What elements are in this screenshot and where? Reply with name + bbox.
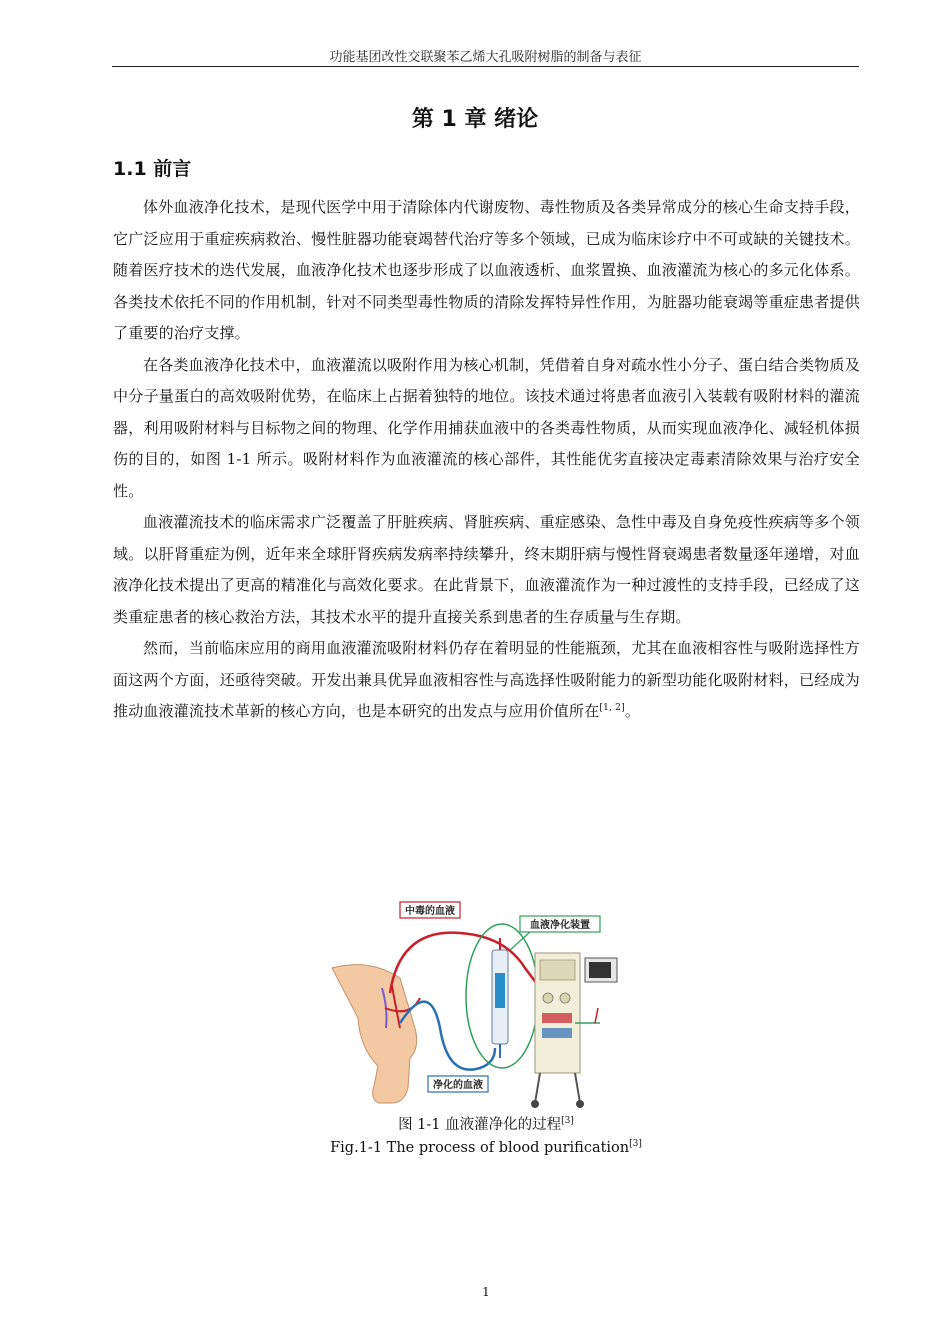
section-title: 1.1 前言 (113, 158, 192, 180)
red-tube (390, 933, 540, 993)
paragraph-2: 在各类血液净化技术中，血液灌流以吸附作用为核心机制，凭借着自身对疏水性小分子、蛋白结合类物质及中分子量蛋白的高效吸附优势，在临床上占据着独特的地位。该技术通过将患者血液引入装载有吸附材料的灌流器，利用吸附材料与目标物之间的物理、化学作用捕获血液中的各类毒性物质，从而实现血液净化、减轻机体损伤的目的，如图 1-1 所示。吸附材料作为血液灌流的核心部件，其性能优劣直接决定毒素清除效果与治疗安全性。 (113, 355, 860, 500)
paragraph-3: 血液灌流技术的临床需求广泛覆盖了肝脏疾病、肾脏疾病、重症感染、急性中毒及自身免疫性疾病等多个领域。以肝肾重症为例，近年来全球肝肾疾病发病率持续攀升，终末期肝病与慢性肾衰竭患者数量逐年递增，对血液净化技术提出了更高的精准化与高效化要求。在此背景下，血液灌流作为一种过渡性的支持手段，已经成了这类重症患者的核心救治方法，其技术水平的提升直接关系到患者的生存质量与生存期。 (113, 513, 860, 626)
paragraph-4-text: 然而，当前临床应用的商用血液灌流吸附材料仍存在着明显的性能瓶颈，尤其在血液相容性与吸附选择性方面这两个方面，还亟待突破。开发出兼具优异血液相容性与高选择性吸附能力的新型功能化吸附材料，已经成为推动血液灌流技术革新的核心方向，也是本研究的出发点与应用价值所在 (113, 639, 860, 720)
body-text (113, 192, 860, 728)
paragraph-4 (113, 633, 860, 728)
figure-caption-cn-citation: [3] (561, 1116, 574, 1127)
figure-caption-cn-text: 图 1-1 血液灌净化的过程 (398, 1117, 562, 1133)
figure-illustration (330, 898, 620, 1110)
figure-caption-en-citation: [3] (629, 1139, 642, 1149)
page-number: 1 (482, 1285, 490, 1299)
chapter-title: 第 1 章 绪论 (411, 107, 539, 132)
running-header: 功能基团改性交联聚苯乙烯大孔吸附树脂的制备与表征 (329, 50, 642, 65)
arm-illustration (332, 965, 417, 1103)
header-rule (112, 66, 859, 67)
figure-caption-en-text: Fig.1-1 The process of blood purification (330, 1139, 630, 1156)
figure-caption-cn (0, 1113, 950, 1134)
figure-blood-purification (330, 898, 620, 1110)
citation: [1, 2] (599, 703, 625, 713)
figure-caption-en (0, 1139, 950, 1156)
label-poisoned-blood: 中毒的血液 (405, 906, 455, 917)
label-purification-device: 血液净化装置 (530, 920, 590, 931)
paragraph-4-tail: 。 (624, 702, 641, 720)
paragraph-1: 体外血液净化技术，是现代医学中用于清除体内代谢废物、毒性物质及各类异常成分的核心生命支持手段，它广泛应用于重症疾病救治、慢性脏器功能衰竭替代治疗等多个领域，已成为临床诊疗中不可或缺的关键技术。随着医疗技术的迭代发展，血液净化技术也逐步形成了以血液透析、血浆置换、血液灌流为核心的多元化体系。各类技术依托不同的作用机制，针对不同类型毒性物质的清除发挥特异性作用，为脏器功能衰竭等重症患者提供了重要的治疗支撑。 (113, 198, 860, 342)
label-purified-blood: 净化的血液 (433, 1080, 483, 1091)
